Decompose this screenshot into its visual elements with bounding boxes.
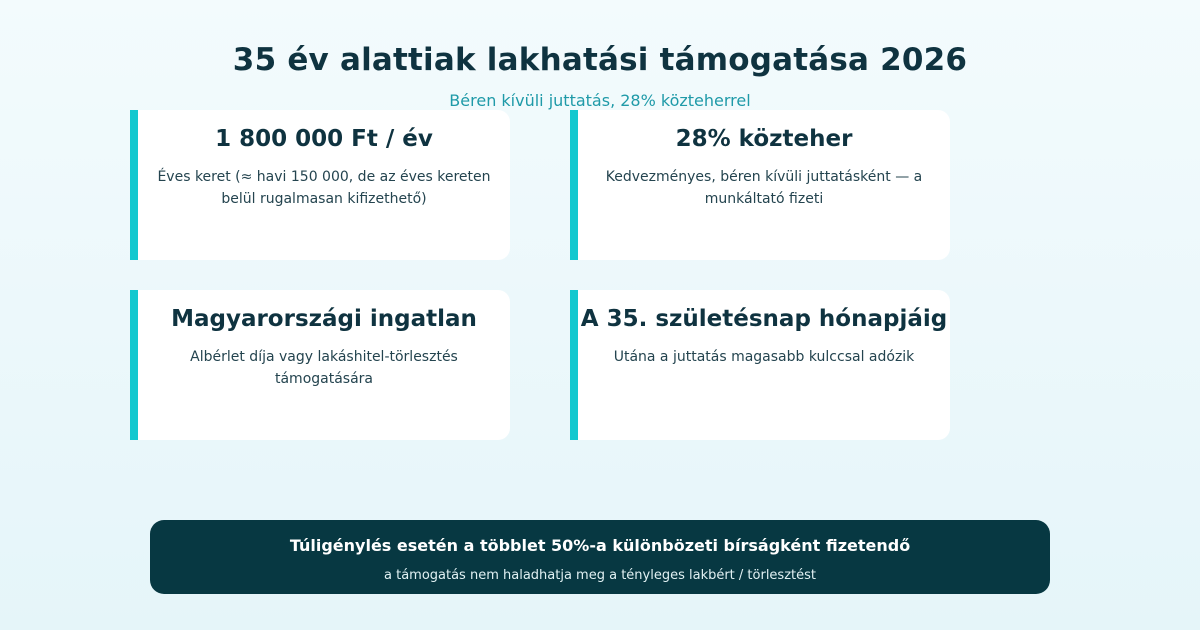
- info-card-property: [130, 290, 510, 440]
- card-description: Albérlet díja vagy lakáshitel-törlesztés támogatására: [190, 349, 458, 387]
- info-card-tax-rate: [570, 110, 950, 260]
- info-card-age-limit: [570, 290, 950, 440]
- card-title: Magyarországi ingatlan: [171, 306, 477, 332]
- card-description: Utána a juttatás magasabb kulccsal adózik: [613, 349, 915, 365]
- card-title: 1 800 000 Ft / év: [215, 126, 433, 152]
- warning-banner: [150, 520, 1050, 594]
- card-title: 28% közteher: [675, 126, 853, 152]
- banner-headline: Túligénylés esetén a többlet 50%-a különbözeti bírságként fizetendő: [289, 536, 911, 555]
- page-title: 35 év alattiak lakhatási támogatása 2026: [232, 42, 968, 78]
- card-title: A 35. születésnap hónapjáig: [580, 306, 948, 332]
- banner-note: a támogatás nem haladhatja meg a tényleges lakbért / törlesztést: [384, 568, 816, 583]
- page-subtitle: Béren kívüli juttatás, 28% közteherrel: [449, 91, 751, 110]
- card-description: Éves keret (≈ havi 150 000, de az éves kereten belül rugalmasan kifizethető): [157, 169, 491, 207]
- info-card-annual-limit: [130, 110, 510, 260]
- card-description: Kedvezményes, béren kívüli juttatásként — a munkáltató fizeti: [605, 169, 923, 207]
